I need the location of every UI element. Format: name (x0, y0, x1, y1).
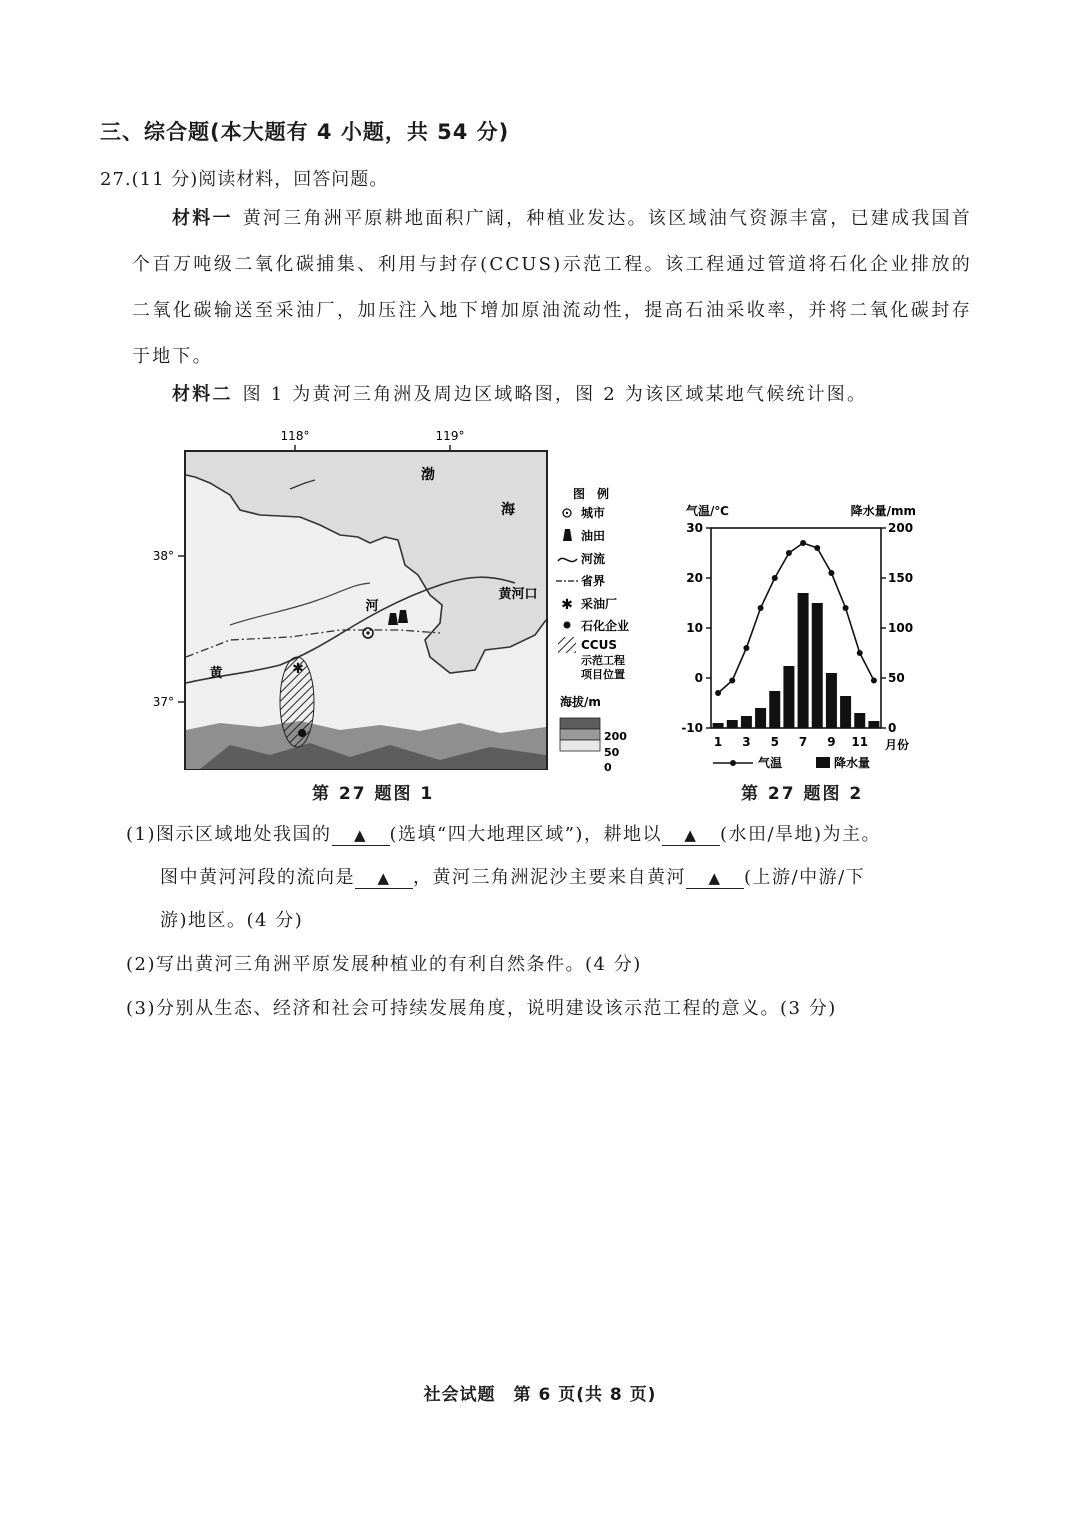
x-tick-label: 1 (713, 735, 723, 749)
svg-text:✱: ✱ (561, 597, 573, 613)
elev-50: 50 (604, 746, 620, 759)
precip-bar (727, 720, 738, 728)
blank-4[interactable]: ▲ (686, 868, 744, 889)
temp-point (828, 570, 834, 576)
lon-label-118: 118° (280, 429, 310, 443)
x-tick-label: 5 (770, 735, 779, 749)
legend-temp: 气温 (758, 756, 783, 770)
material-2 (132, 372, 972, 418)
chart-legend (713, 755, 870, 770)
precip-bar (713, 723, 724, 728)
subquestion-1-line-3: 游)地区。(4 分) (160, 910, 304, 931)
right-axis-label: 降水量/mm (850, 504, 916, 518)
blank-2[interactable]: ▲ (662, 825, 720, 846)
oil-plant-symbol: ✱ (292, 661, 304, 677)
x-tick-label: 7 (798, 735, 808, 749)
legend-oilfield: 油田 (581, 529, 606, 543)
material-1-label: 材料一 (172, 208, 233, 229)
x-tick-label: 11 (851, 735, 869, 749)
lat-label-38: 38° (152, 549, 174, 563)
material-2-label: 材料二 (172, 384, 233, 405)
temp-point (715, 690, 721, 696)
left-tick-label: -10 (681, 721, 703, 735)
legend-precip: 降水量 (834, 756, 871, 770)
right-tick-label: 0 (888, 721, 897, 735)
temp-point (772, 575, 778, 581)
x-tick-label: 3 (742, 735, 751, 749)
section-title: 三、综合题(本大题有 4 小题，共 54 分) (100, 120, 510, 144)
lon-label-119: 119° (435, 429, 465, 443)
map-figure-1 (140, 425, 670, 775)
material-1-text: 黄河三角洲平原耕地面积广阔，种植业发达。该区域油气资源丰富，已建成我国首个百万吨级二氧化碳捕集、利用与封存(CCUS)示范工程。该工程通过管道将石化企业排放的二氧化碳输送至采油厂，加压注入地下增加原油流动性，提高石油采收率，并将二氧化碳封存于地下。 (132, 208, 972, 367)
material-2-text: 图 1 为黄河三角洲及周边区域略图，图 2 为该区域某地气候统计图。 (242, 384, 868, 405)
precip-bar (798, 593, 809, 728)
blank-3[interactable]: ▲ (355, 868, 413, 889)
precip-bar (769, 691, 780, 728)
legend-oil-plant: 采油厂 (581, 597, 618, 611)
subquestion-2: (2)写出黄河三角洲平原发展种植业的有利自然条件。(4 分) (126, 954, 642, 975)
left-tick-label: 30 (686, 521, 703, 535)
river-char-huang: 黄 (209, 666, 223, 681)
precip-bar (783, 666, 794, 728)
sea-char-bo: 渤 (421, 467, 435, 483)
sea-char-hai: 海 (501, 502, 515, 518)
material-1 (132, 196, 972, 380)
left-axis-label: 气温/℃ (686, 504, 729, 518)
precip-bar (840, 696, 851, 728)
right-tick-label: 100 (888, 621, 914, 635)
temp-point (729, 678, 735, 684)
map-legend (556, 486, 629, 774)
temp-point (857, 650, 863, 656)
subquestion-1-line-1: (1)图示区域地处我国的 ▲ (选填“四大地理区域”)，耕地以 ▲ (水田/旱地)为主。 (126, 824, 882, 845)
legend-city: 城市 (581, 506, 606, 520)
left-tick-label: 20 (686, 571, 703, 585)
legend-title: 图 例 (573, 487, 610, 501)
precip-bar (741, 716, 752, 728)
legend-river: 河流 (581, 552, 606, 566)
left-tick-label: 10 (686, 621, 703, 635)
temp-point (814, 545, 820, 551)
x-axis-label: 月份 (885, 738, 910, 752)
legend-ccus-2: 示范工程 (581, 654, 625, 667)
map-caption: 第 27 题图 1 (312, 784, 435, 804)
elev-0: 0 (604, 761, 612, 774)
lat-label-37: 37° (152, 695, 174, 709)
climate-chart (678, 495, 928, 777)
temp-point (743, 645, 749, 651)
precip-bar (854, 713, 865, 728)
temp-point (800, 540, 806, 546)
subquestion-1-line-2: 图中黄河河段的流向是 ▲ ，黄河三角洲泥沙主要来自黄河 ▲ (上游/中游/下 (160, 867, 866, 888)
river-char-he: 河 (365, 599, 379, 614)
elev-title: 海拔/m (560, 695, 601, 709)
river-mouth-label: 黄河口 (498, 587, 538, 602)
legend-province: 省界 (581, 574, 606, 588)
temp-point (786, 550, 792, 556)
page-footer: 社会试题 第 6 页(共 8 页) (423, 1385, 657, 1405)
subquestion-3: (3)分别从生态、经济和社会可持续发展角度，说明建设该示范工程的意义。(3 分) (126, 998, 837, 1019)
right-tick-label: 150 (888, 571, 914, 585)
legend-petrochem: 石化企业 (581, 619, 630, 633)
precip-bar (812, 603, 823, 728)
right-tick-label: 200 (888, 521, 914, 535)
legend-ccus-3: 项目位置 (581, 668, 625, 681)
petrochemical-symbol (298, 729, 306, 737)
right-tick-label: 50 (888, 671, 905, 685)
precip-bar (826, 673, 837, 728)
elev-200: 200 (604, 730, 627, 743)
plot-frame (711, 528, 881, 728)
legend-ccus-1: CCUS (581, 638, 617, 652)
chart-caption: 第 27 题图 2 (741, 784, 864, 804)
temp-point (758, 605, 764, 611)
precip-bar (755, 708, 766, 728)
blank-1[interactable]: ▲ (332, 825, 390, 846)
left-tick-label: 0 (694, 671, 703, 685)
question-27-head: 27.(11 分)阅读材料，回答问题。 (100, 169, 389, 190)
precip-bar (868, 721, 879, 728)
x-tick-label: 9 (827, 735, 836, 749)
temp-point (843, 605, 849, 611)
temp-point (871, 678, 877, 684)
